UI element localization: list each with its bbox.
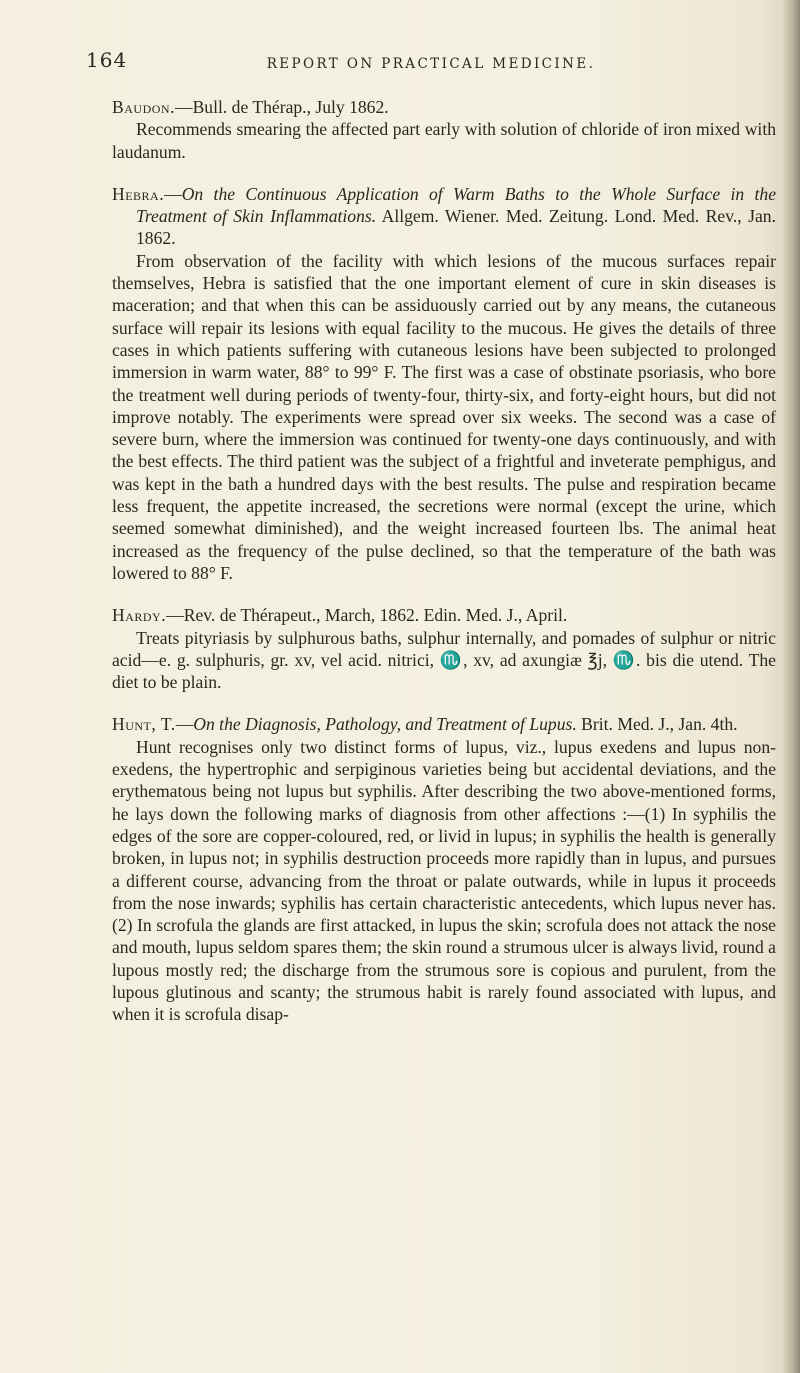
entry-author: Hardy. [112,605,167,626]
entry-heading [112,96,776,118]
page-header [86,48,776,78]
running-title: REPORT ON PRACTICAL MEDICINE. [266,56,596,72]
entry-paragraph: From observation of the facility with which lesions of the mucous surfaces repair themselves, Hebra is satisfied that the one important element of cure in skin diseases is maceration; and that when this can be assiduously carried out by any means, the cutaneous surface will repair its lesions with equal facility to the mucous. He gives the details of three cases in which patients suffering with cutaneous lesions have been subjected to prolonged immersion in warm water, 88° to 99° F. The first was a case of obstinate psoriasis, who bore the treatment well during periods of twenty-four, thirty-six, and forty-eight hours, but did not improve notably. The experiments were spread over six weeks. The second was a case of severe burn, where the immersion was continued for twenty-one days continuously, and with the best effects. The third patient was the subject of a frightful and inveterate pemphigus, and was kept in the bath a hundred days with the best results. The pulse and respiration became less frequent, the appetite increased, the secretions were normal (except the urine, which seemed somewhat diminished), and the weight increased fourteen lbs. The animal heat increased as the frequency of the pulse declined, so that the temperature of the bath was lowered to 88° F. [112,250,776,583]
entry-reference: Brit. Med. J., Jan. 4th. [576,714,738,735]
entry-hardy [112,604,776,693]
entry-author: Hunt, T. [112,714,176,735]
entry-baudon [112,96,776,163]
entry-hebra [112,183,776,584]
entry-heading: Hunt, T.—On the Diagnosis, Pathology, and Treatment of Lupus. Brit. Med. J., Jan. 4th. [112,714,738,735]
page-edge-shadow [782,0,800,1373]
entry-reference: —Rev. de Thérapeut., March, 1862. Edin. Med. J., April. [166,605,568,626]
page-number: 164 [86,48,128,72]
entry-title: On the Continuous Application of Warm Baths to the Whole Surface in the Treatment of Skin Inflammations. [136,183,776,227]
entry-reference: Allgem. Wiener. Med. Zeitung. Lond. Med. Rev., Jan. 1862. [136,206,776,249]
entry-paragraph: Treats pityriasis by sulphurous baths, sulphur internally, and pomades of sulphur or nitric acid—e. g. sulphuris, gr. xv, vel acid. nitrici, ♏, xv, ad axungiæ ℥j, ♏. bis die utend. The diet to be plain. [112,627,776,693]
entry-hunt [112,713,776,1025]
entry-author: Hebra. [112,183,165,204]
entry-heading [112,604,776,626]
entry-title: On the Diagnosis, Pathology, and Treatment of Lupus. [193,714,577,735]
entry-paragraph: Hunt recognises only two distinct forms of lupus, viz., lupus exedens and lupus non-exedens, the hypertrophic and serpiginous varieties being but accidental deviations, and the erythematous being not lupus but syphilis. After describing the two above-mentioned forms, he lays down the following marks of diagnosis from other affections :—(1) In syphilis the edges of the sore are copper-coloured, red, or livid in lupus; in syphilis the health is generally broken, in lupus not; in syphilis destruction proceeds more rapidly than in lupus, and pursues a different course, advancing from the throat or palate outwards, while in lupus it proceeds from the nose inwards; syphilis has certain characteristic antecedents, which lupus never has. (2) In scrofula the glands are first attacked, in lupus the skin; scrofula does not attack the nose and mouth, lupus seldom spares them; the skin round a strumous ulcer is always livid, round a lupous mostly red; the discharge from the strumous sore is copious and purulent, from the lupous glutinous and scanty; the strumous habit is rarely found associated with lupus, and when it is scrofula disap- [112,736,776,1025]
entry-paragraph: Recommends smearing the affected part early with solution of chloride of iron mixed with laudanum. [112,119,776,162]
entry-author: Baudon. [112,97,175,117]
entry-heading: Hebra.—On the Continuous Application of Warm Baths to the Whole Surface in the Treatment of Skin Inflammations. Allgem. Wiener. Med. Zeitung. Lond. Med. Rev., Jan. 1862. [112,183,776,249]
page-content [112,96,776,1046]
entry-reference: —Bull. de Thérap., July 1862. [174,97,389,117]
